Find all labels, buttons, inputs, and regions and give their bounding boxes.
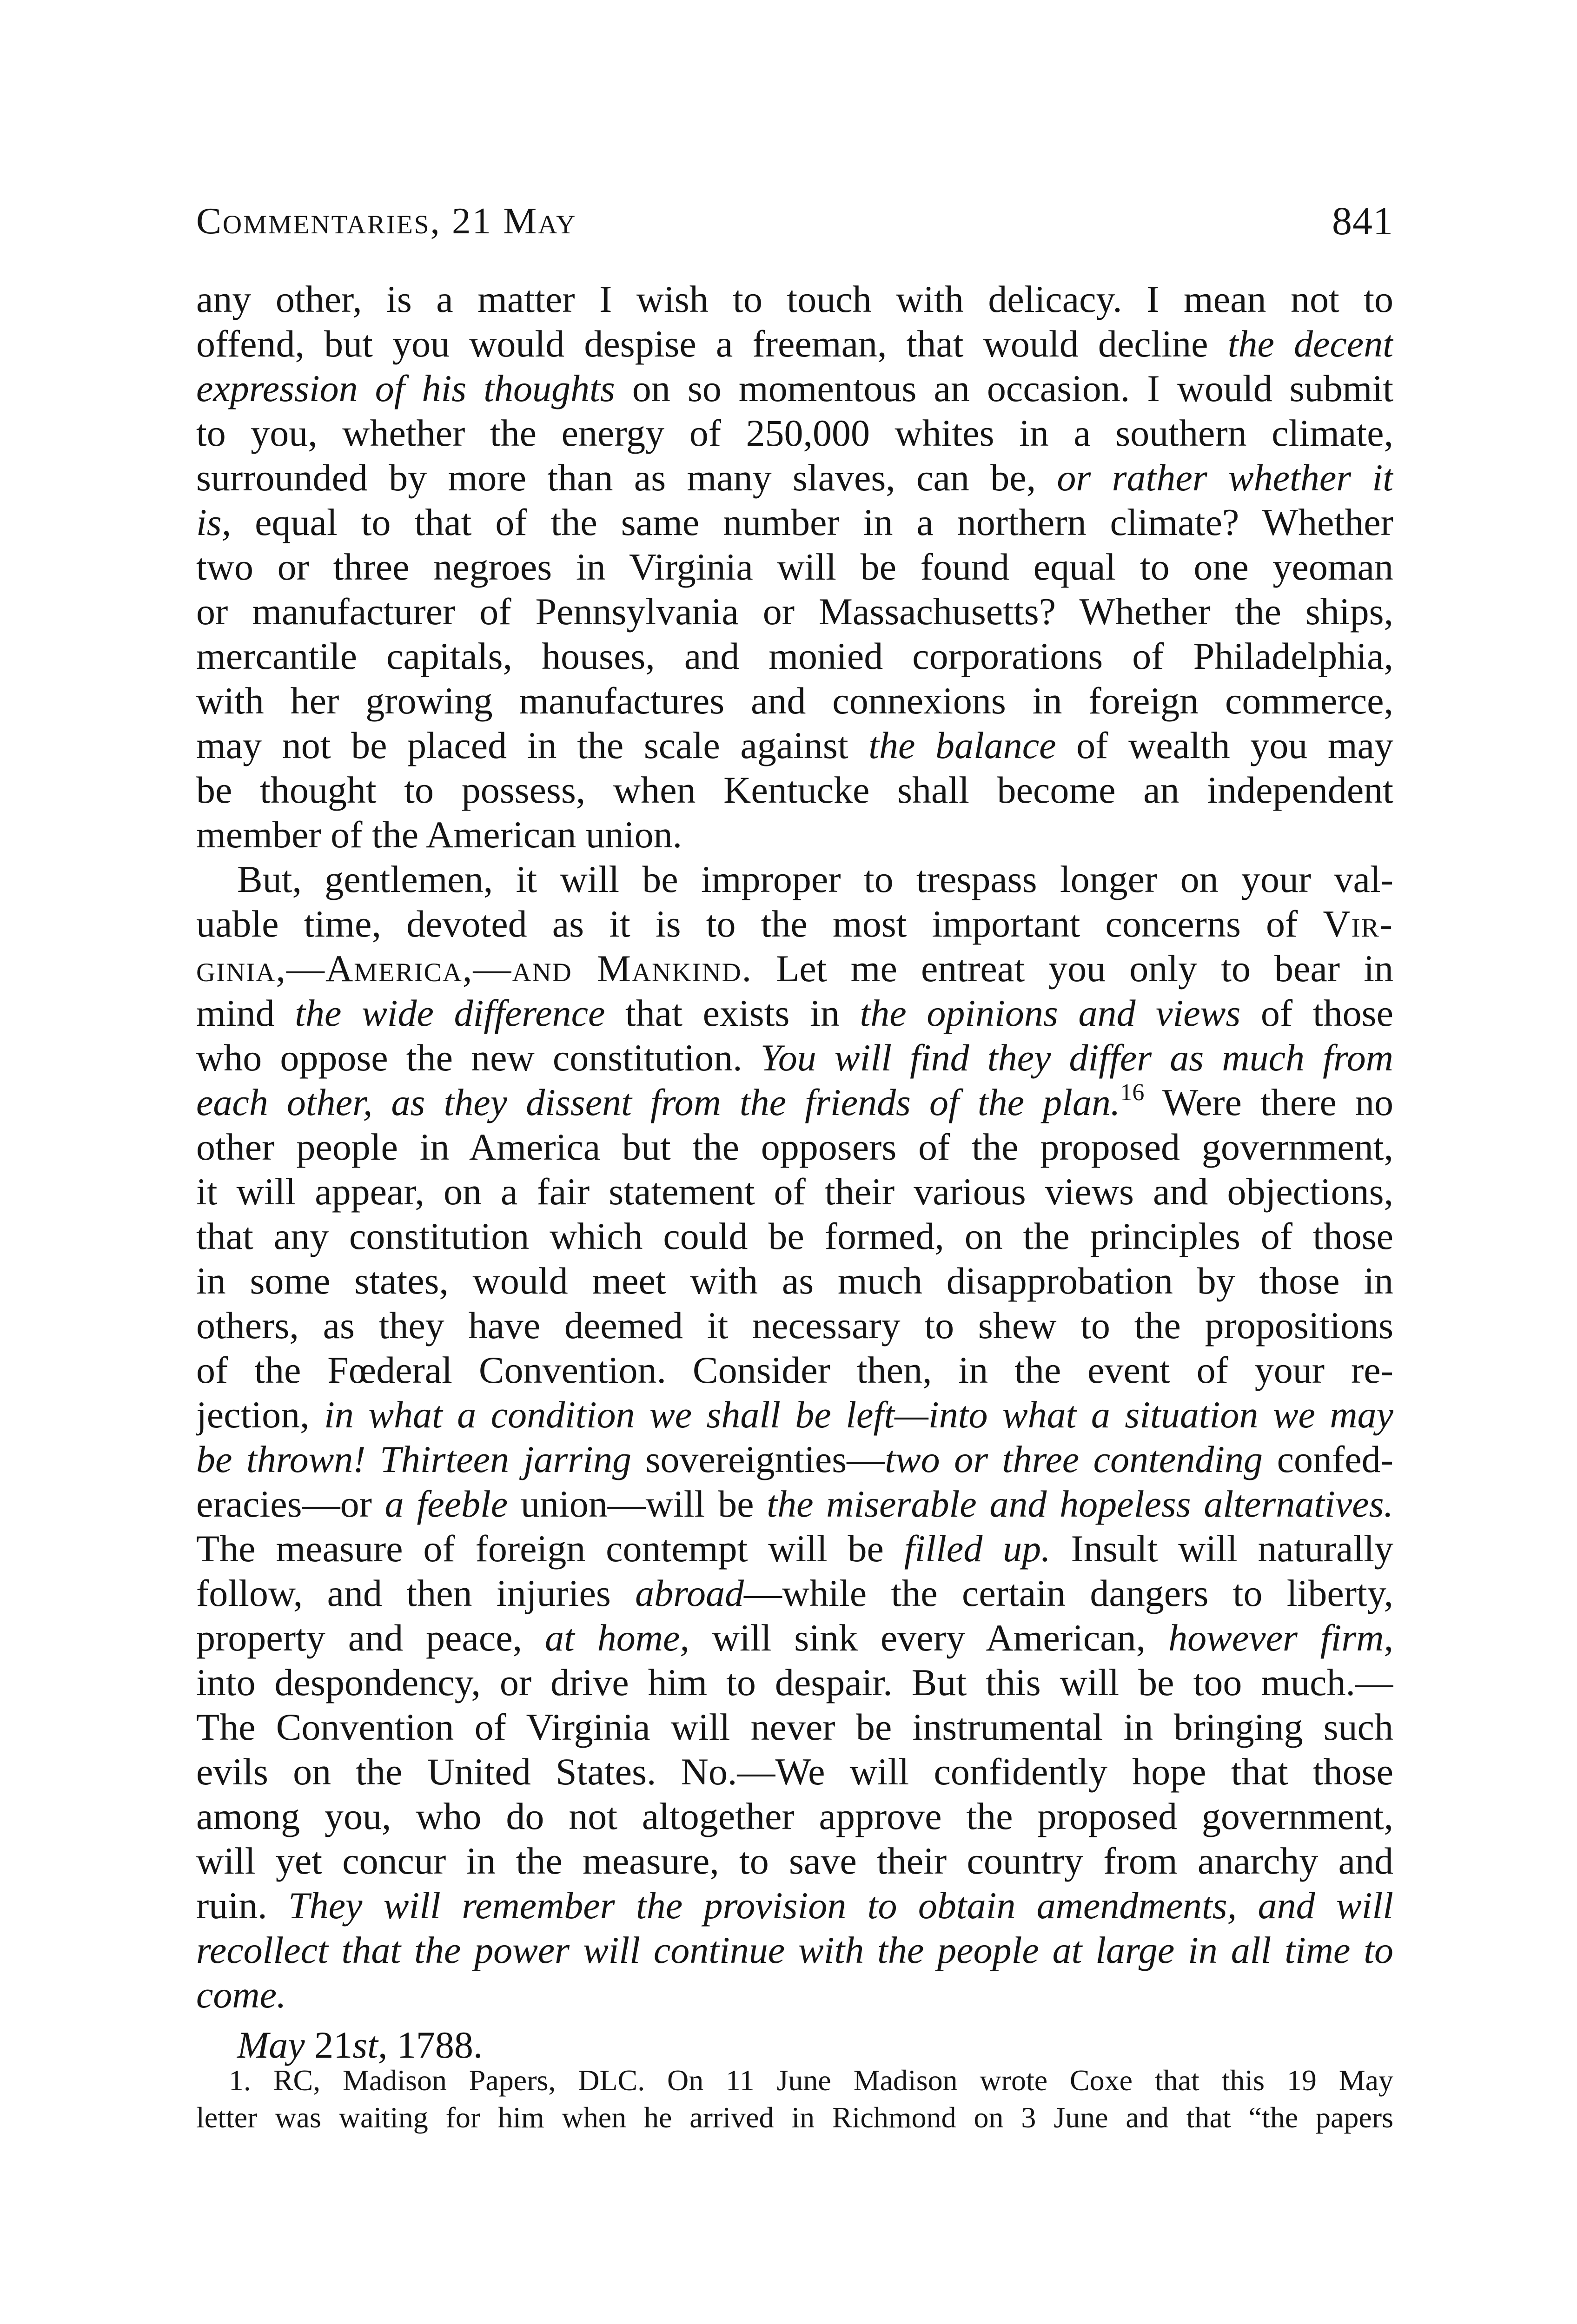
- text-line: expression of his thoughts on so momentous an occasion. I would submit: [196, 367, 1393, 409]
- text-line: ruin. They will remember the provision to obtain amendments, and will: [196, 1884, 1393, 1927]
- text-line: uable time, devoted as it is to the most important concerns of Vir-: [196, 903, 1393, 945]
- text-line: is, equal to that of the same number in a northern climate? Whether: [196, 501, 1393, 543]
- text-line: offend, but you would despise a freeman, that would decline the decent: [196, 323, 1393, 365]
- text-line: others, as they have deemed it necessary to shew to the propositions: [196, 1304, 1393, 1347]
- text-line: who oppose the new constitution. You will find they differ as much from: [196, 1037, 1393, 1079]
- text-line: mercantile capitals, houses, and monied corporations of Philadelphia,: [196, 635, 1393, 677]
- text-line: The Convention of Virginia will never be instrumental in bringing such: [196, 1706, 1393, 1748]
- text-line: other people in America but the opposers of the proposed government,: [196, 1126, 1393, 1168]
- footnote-line: 1. RC, Madison Papers, DLC. On 11 June Madison wrote Coxe that this 19 May: [229, 2064, 1393, 2097]
- text-line: evils on the United States. No.—We will confidently hope that those: [196, 1750, 1393, 1793]
- text-line: each other, as they dissent from the friends of the plan.$^{16}$ Were there no: [196, 1080, 1393, 1123]
- footnote-line: letter was waiting for him when he arrived in Richmond on 3 June and that “the papers: [196, 2101, 1393, 2134]
- running-head-title: Commentaries, 21 May: [196, 200, 577, 242]
- text-line: be thrown! Thirteen jarring sovereignties—two or three contending confed-: [196, 1438, 1393, 1480]
- running-head: [196, 195, 1393, 246]
- text-line: property and peace, at home, will sink every American, however firm,: [196, 1617, 1393, 1659]
- text-line: may not be placed in the scale against the balance of wealth you may: [196, 724, 1393, 766]
- text-line: or manufacturer of Pennsylvania or Massachusetts? Whether the ships,: [196, 590, 1393, 633]
- text-line: it will appear, on a fair statement of their various views and objections,: [196, 1170, 1393, 1213]
- text-line: follow, and then injuries abroad—while the certain dangers to liberty,: [196, 1572, 1393, 1614]
- text-line: that any constitution which could be formed, on the principles of those: [196, 1215, 1393, 1257]
- text-line: ginia,—America,—and Mankind. Let me entreat you only to bear in: [196, 947, 1393, 990]
- text-line: But, gentlemen, it will be improper to trespass longer on your val-: [237, 858, 1393, 900]
- text-line: will yet concur in the measure, to save their country from anarchy and: [196, 1840, 1393, 1882]
- text-line: two or three negroes in Virginia will be found equal to one yeoman: [196, 546, 1393, 588]
- body-text: [196, 277, 1393, 2067]
- page-number: 841: [1332, 198, 1393, 243]
- text-line: be thought to possess, when Kentucke shall become an independent: [196, 769, 1393, 811]
- text-line: to you, whether the energy of 250,000 whites in a southern climate,: [196, 412, 1393, 454]
- text-line: into despondency, or drive him to despair. But this will be too much.—: [196, 1661, 1393, 1703]
- text-line: of the Fœderal Convention. Consider then, in the event of your re-: [196, 1349, 1393, 1391]
- text-line: come.: [196, 1974, 286, 2016]
- text-line: surrounded by more than as many slaves, can be, or rather whether it: [196, 456, 1393, 499]
- dateline: May 21st, 1788.: [237, 2024, 483, 2066]
- text-line: any other, is a matter I wish to touch with delicacy. I mean not to: [196, 278, 1393, 320]
- text-line: member of the American union.: [196, 813, 682, 856]
- text-line: among you, who do not altogether approve the proposed government,: [196, 1795, 1393, 1837]
- footnote: [196, 2062, 1393, 2146]
- text-line: in some states, would meet with as much disapprobation by those in: [196, 1260, 1393, 1302]
- text-line: recollect that the power will continue with the people at large in all time to: [196, 1929, 1393, 1971]
- text-line: mind the wide difference that exists in the opinions and views of those: [196, 992, 1393, 1034]
- footnote-reference: 16: [1120, 1080, 1145, 1106]
- text-line: with her growing manufactures and connexions in foreign commerce,: [196, 680, 1393, 722]
- text-line: The measure of foreign contempt will be filled up. Insult will naturally: [196, 1527, 1393, 1570]
- text-line: jection, in what a condition we shall be left—into what a situation we may: [196, 1393, 1393, 1436]
- text-line: eracies—or a feeble union—will be the miserable and hopeless alternatives.: [196, 1483, 1393, 1525]
